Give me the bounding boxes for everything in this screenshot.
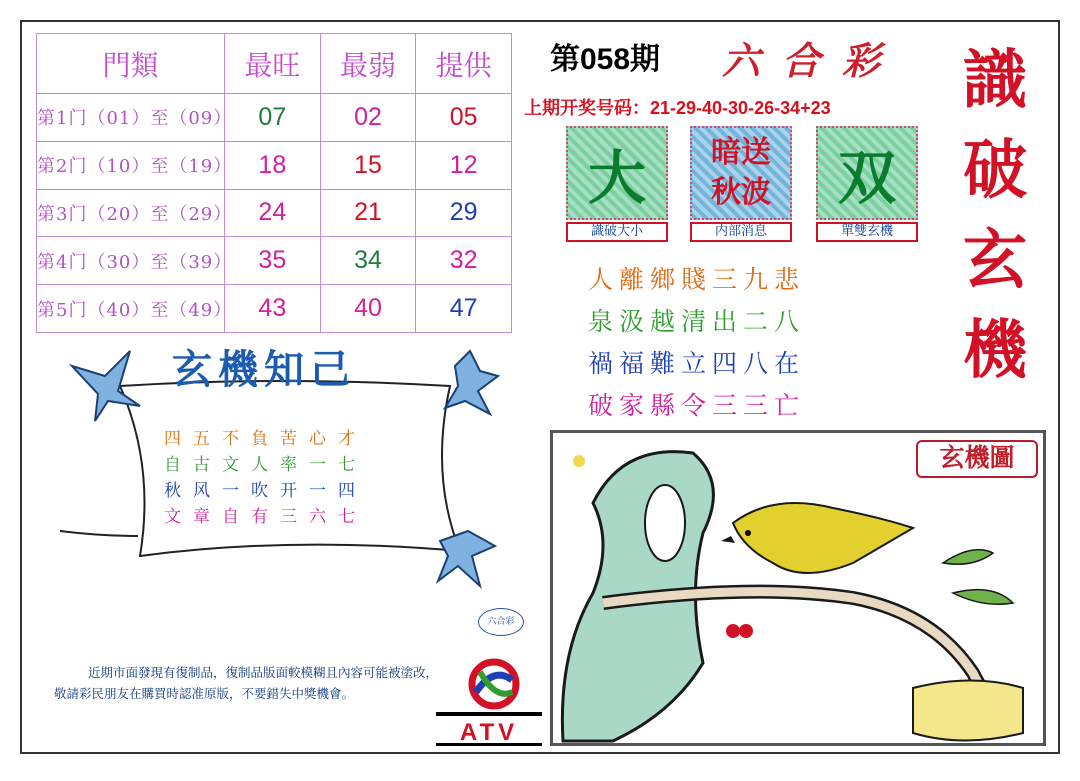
- hint-oddeven-tile: [816, 126, 918, 220]
- vertical-title-char: 玄: [963, 223, 1027, 298]
- hint-inside-symbol: 暗送秋波: [711, 135, 771, 210]
- hint-size-symbol: 大: [587, 144, 646, 212]
- atv-label: ATV: [436, 712, 542, 746]
- header-category: 門類: [37, 34, 225, 94]
- banner-title: 玄機知己: [172, 346, 356, 393]
- gate-label: 第3门（20）至（29）: [37, 189, 225, 237]
- vertical-title-char: 機: [963, 313, 1027, 388]
- table-row: [37, 237, 512, 285]
- banner-line-4: 文章自有三六七: [164, 507, 367, 527]
- hint-size: [566, 126, 668, 244]
- hottest-number: 43: [225, 285, 321, 333]
- weakest-number: 02: [320, 94, 416, 142]
- provided-number: 29: [416, 189, 512, 237]
- provided-number: 05: [416, 94, 512, 142]
- gate-table: [36, 33, 512, 333]
- table-row: [37, 285, 512, 333]
- poem-line-2: 泉汲越清出二八: [588, 307, 806, 336]
- hint-size-tile: [566, 126, 668, 220]
- provided-number: 47: [416, 285, 512, 333]
- banner-line-2: 自古文人率一七: [164, 455, 367, 475]
- weakest-number: 15: [320, 141, 416, 189]
- vertical-title-char: 識: [963, 43, 1027, 118]
- hint-oddeven: [816, 126, 918, 244]
- banner-line-3: 秋风一吹开一四: [164, 481, 367, 501]
- hottest-number: 35: [225, 237, 321, 285]
- hottest-number: 07: [225, 94, 321, 142]
- lottery-logo: 六合彩: [478, 608, 524, 636]
- hint-oddeven-caption: 單雙玄機: [816, 222, 918, 242]
- atv-logo-icon: [466, 656, 522, 712]
- header-weakest: 最弱: [320, 34, 416, 94]
- vertical-title: [950, 36, 1040, 396]
- table-row: [37, 141, 512, 189]
- bird-icon: [445, 351, 498, 414]
- notice-text: 近期市面發現有復制品，復制品版面較模糊且內容可能被塗改，敬請彩民朋友在購買時認准原版，不要錯失中獎機會。: [54, 665, 439, 701]
- last-draw-label: 上期开奖号码：: [524, 98, 650, 118]
- hint-inside-tile: [690, 126, 792, 220]
- table-row: [37, 189, 512, 237]
- gate-label: 第1门（01）至（09）: [37, 94, 225, 142]
- gate-label: 第2门（10）至（19）: [37, 141, 225, 189]
- hint-size-caption: 識破大小: [566, 222, 668, 242]
- poem-line-3: 禍福難立四八在: [588, 349, 806, 378]
- gate-label: 第4门（30）至（39）: [37, 237, 225, 285]
- hottest-number: 18: [225, 141, 321, 189]
- bird-branch-illustration: [553, 433, 1043, 743]
- weakest-number: 21: [320, 189, 416, 237]
- hint-inside-caption: 内部消息: [690, 222, 792, 242]
- provided-number: 12: [416, 141, 512, 189]
- header-hottest: 最旺: [225, 34, 321, 94]
- table-row: [37, 94, 512, 142]
- hint-oddeven-symbol: 双: [837, 144, 896, 212]
- weakest-number: 40: [320, 285, 416, 333]
- lottery-title: 六合彩: [722, 38, 903, 83]
- scene-label: 玄機圖: [916, 440, 1038, 478]
- last-draw: [524, 94, 831, 120]
- header-provided: 提供: [416, 34, 512, 94]
- poem-line-1: 人離鄉賤三九悲: [588, 265, 806, 294]
- gate-label: 第5门（40）至（49）: [37, 285, 225, 333]
- poem-line-4: 破家縣令三三亡: [588, 391, 806, 420]
- bird-icon: [438, 531, 495, 586]
- provided-number: 32: [416, 237, 512, 285]
- hint-inside: [690, 126, 792, 244]
- weakest-number: 34: [320, 237, 416, 285]
- hottest-number: 24: [225, 189, 321, 237]
- table-header-row: [37, 34, 512, 94]
- period-number: 第058期: [550, 43, 661, 76]
- vertical-title-char: 破: [963, 133, 1027, 208]
- last-draw-numbers: 21-29-40-30-26-34+23: [650, 98, 831, 118]
- banner-line-1: 四五不負苦心才: [164, 429, 367, 449]
